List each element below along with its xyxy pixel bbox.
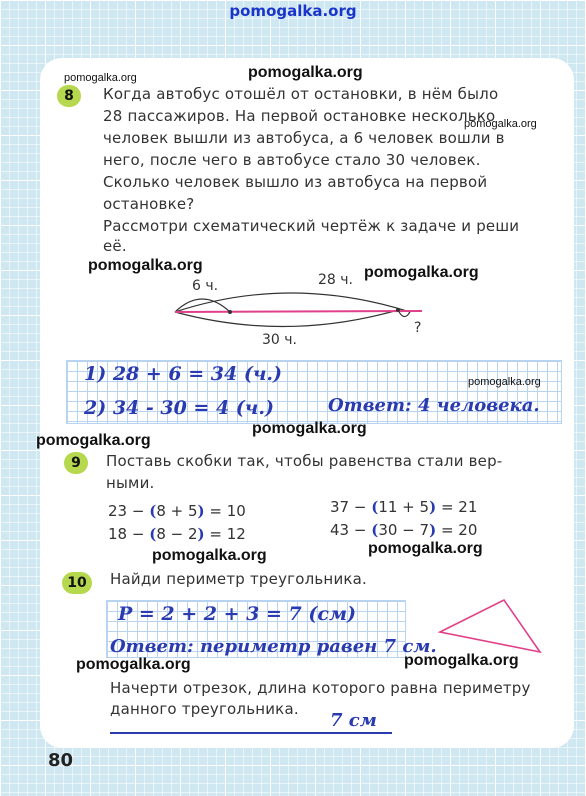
scheme-tick [396,308,400,312]
triangle-shape [440,600,540,652]
eq-left: 43 − [330,521,372,539]
eq-inner: 8 + 5 [156,502,198,520]
task-10-text: Найди периметр треугольника. [110,570,368,588]
task-9-equation: 18 − (8 − 2) = 12 [108,525,246,543]
scheme-label-28: 28 ч. [318,272,353,288]
scheme-line [175,311,422,312]
task-8-text [103,83,563,215]
eq-left: 37 − [330,498,372,516]
watermark: pomogalka.org [36,432,151,449]
task-9-equation: 37 − (11 + 5) = 21 [330,498,478,516]
task-8-instruction [103,216,563,256]
scheme-label-30: 30 ч. [262,332,297,348]
task-8-step-2: 2) 34 - 30 = 4 (ч.) [84,397,274,419]
watermark: pomogalka.org [252,420,367,437]
watermark: pomogalka.org [76,656,191,673]
segment-label: 7 см [330,710,377,731]
task-9-line: ными. [106,474,155,492]
eq-right: = 12 [204,525,246,543]
task-10-instruction-line: Начерти отрезок, длина которого равна периметру [110,679,531,697]
eq-left: 18 − [108,525,150,543]
task-9-line: Поставь скобки так, чтобы равенства стали вер- [106,452,503,470]
task-8-line: Когда автобус отошёл от остановки, в нём было [103,85,499,103]
task-8-line: него, после чего в автобусе стало 30 человек. [103,151,481,169]
page-number: 80 [48,750,74,771]
task-9-equation: 43 − (30 − 7) = 20 [330,521,478,539]
watermark: pomogalka.org [404,652,519,669]
watermark: pomogalka.org [468,376,541,388]
task-8-number-badge: 8 [57,85,81,107]
eq-inner: 8 − 2 [156,525,198,543]
scheme-label-6: 6 ч. [192,278,219,294]
task-8-step-1: 1) 28 + 6 = 34 (ч.) [84,363,283,385]
eq-inner: 30 − 7 [378,521,430,539]
eq-inner: 11 + 5 [378,498,430,516]
watermark: pomogalka.org [364,264,479,281]
task-8-line: Сколько человек вышло из автобуса на первой [103,173,488,191]
arc-28 [175,293,410,312]
task-8-line: человек вышли из автобуса, а 6 человек вошли в [103,129,505,147]
watermark: pomogalka.org [248,64,363,81]
eq-right: = 20 [436,521,478,539]
watermark: pomogalka.org [152,547,267,564]
task-10-number-badge: 10 [62,572,92,594]
arc-6 [175,299,230,312]
task-8-answer: Ответ: 4 человека. [328,395,540,416]
task-10-instruction-line: данного треугольника. [110,700,299,718]
task-8-line: 28 пассажиров. На первой остановке несколько [103,107,496,125]
task-9-number-badge: 9 [64,452,88,474]
triangle-figure [432,594,552,658]
site-watermark-top: pomogalka.org [229,2,357,20]
task-8-instruction-line: Рассмотри схематический чертёж к задаче и реши [103,217,520,235]
task-9-equation: 23 − (8 + 5) = 10 [108,502,246,520]
task-10-solution: Р = 2 + 2 + 3 = 7 (см) [118,603,356,625]
scheme-tick [228,310,232,314]
task-8-instruction-line: её. [103,237,127,255]
eq-left: 23 − [108,502,150,520]
eq-right: = 10 [204,502,246,520]
eq-right: = 21 [436,498,478,516]
watermark: pomogalka.org [64,72,137,84]
watermark: pomogalka.org [464,118,537,130]
task-9-text [106,450,566,494]
task-8-line: остановке? [103,195,195,213]
task-10-answer: Ответ: периметр равен 7 см. [110,636,437,657]
scheme-label-question: ? [414,320,422,336]
watermark: pomogalka.org [88,257,203,274]
watermark: pomogalka.org [368,540,483,557]
drawn-segment [110,730,400,736]
